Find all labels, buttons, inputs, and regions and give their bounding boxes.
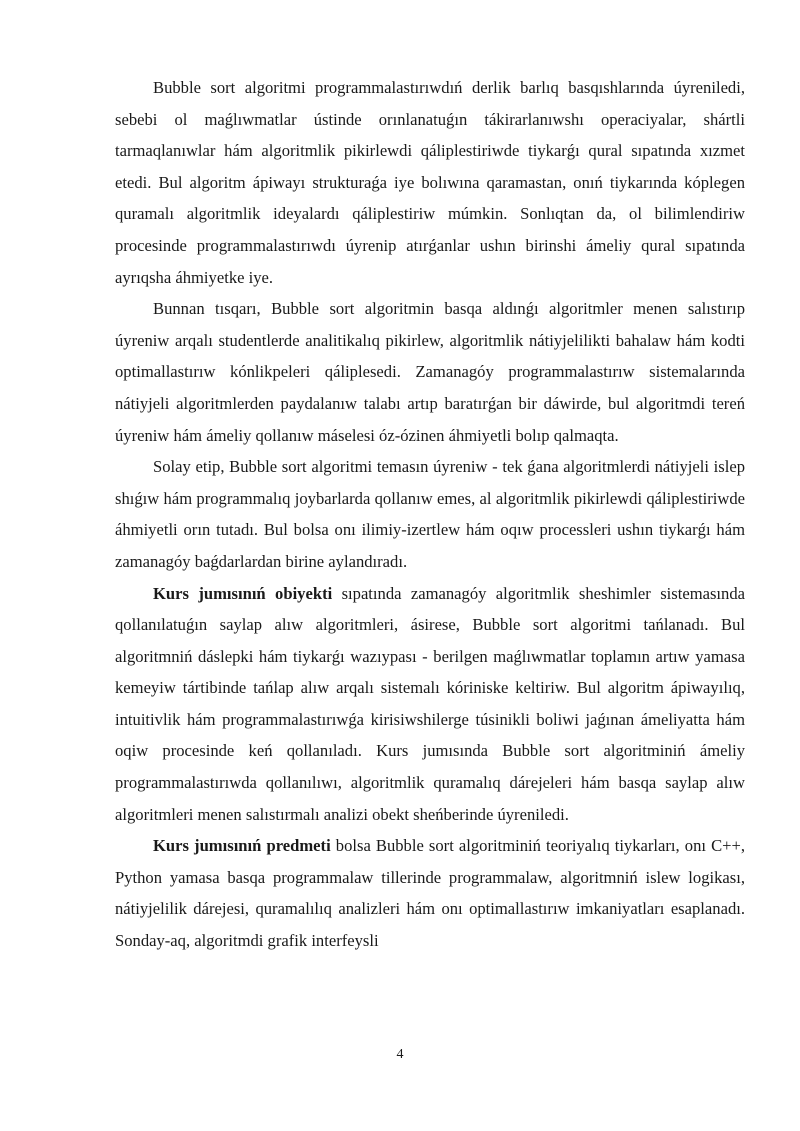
object-text: sıpatında zamanagóy algoritmlik sheshimler sistemasında qollanılatuǵın saylap alıw algoritmleri, ásirese, Bubble sort algoritmi tańlanadı. Bul algoritmniń dáslepki hám tiykarǵı wazıypası - berilgen maǵlıwmatlar toplamın artıw yamasa kemeyiw tártibinde tańlap alıw arqalı sistemalı kóriniske keltiriw. Bul algoritm ápiwayılıq, intuitivlik hám programmalastırıwǵa kirisiwshilerge túsinikli boliwi jaǵınan ámeliyatta hám oqiw procesinde keń qollanıladı. Kurs jumısında Bubble sort algoritminiń ámeliy programmalastırıwda qollanılıwı, algoritmlik quramalıq dárejeleri hám basqa saylap alıw algoritmleri menen salıstırmalı analizi obekt sheńberinde úyreniledi. <box>115 583 745 824</box>
page-number: 4 <box>396 1047 404 1062</box>
object-heading: Kurs jumısınıń obiyekti <box>153 583 333 603</box>
paragraph-3 <box>115 451 745 577</box>
paragraph-1-text: Bubble sort algoritmi programmalastırıwdıń derlik barlıq basqıshlarında úyreniledi, sebebi ol maǵlıwmatlar ústinde orınlanatuǵın tákirarlanıwshı operaciyalar, shártli tarmaqlanıwlar hám algoritmlik pikirlewdi qáliplestiriwde tiykarǵı qural sıpatında xızmet etedi. Bul algoritm ápiwayı strukturaǵa iye bolıwına qaramastan, onıń tiykarında kóplegen quramalı algoritmlik ideyalardı qáliplestiriw múmkin. Sonlıqtan da, ol bilimlendiriw procesinde programmalastırıwdı úyrenip atırǵanlar ushın birinshi ámeliy qural sıpatında ayrıqsha áhmiyetke iye. <box>115 78 745 287</box>
paragraph-subject <box>115 830 745 956</box>
document-body <box>115 72 745 957</box>
subject-text: bolsa Bubble sort algoritminiń teoriyalıq tiykarları, onı C++, Python yamasa basqa programmalaw tillerinde programmalaw, algoritmniń islew logikası, nátiyjelilik dárejesi, quramalılıq analizleri hám onı optimallastırıw imkaniyatları esaplanadı. Sonday-aq, algoritmdi grafik interfeysli <box>115 836 746 951</box>
paragraph-1 <box>115 72 745 293</box>
paragraph-2 <box>115 293 745 451</box>
paragraph-object <box>115 578 745 831</box>
subject-heading: Kurs jumısınıń predmeti <box>153 836 331 856</box>
paragraph-3-text: Solay etip, Bubble sort algoritmi temasın úyreniw - tek ǵana algoritmlerdi nátiyjeli islep shıǵıw hám programmalıq joybarlarda qollanıw emes, al algoritmlik pikirlewdi qáliplestiriwde áhmiyetli orın tutadı. Bul bolsa onı ilimiy-izertlew hám oqıw processleri ushın tiykarǵı hám zamanagóy baǵdarlardan birine aylandıradı. <box>115 457 745 571</box>
paragraph-2-text: Bunnan tısqarı, Bubble sort algoritmin basqa aldınǵı algoritmler menen salıstırıp úyreniw arqalı studentlerde analitikalıq pikirlew, algoritmlik nátiyjelilikti bahalaw hám kodti optimallastırıw kónlikpeleri qáliplesedi. Zamanagóy programmalastırıw sistemalarında nátiyjeli algoritmlerden paydalanıw talabı artıp baratırǵan bir dáwirde, bul algoritmdi tereń úyreniw hám ámeliy qollanıw máselesi óz-ózinen áhmiyetli bolıp qalmaqta. <box>115 299 745 445</box>
